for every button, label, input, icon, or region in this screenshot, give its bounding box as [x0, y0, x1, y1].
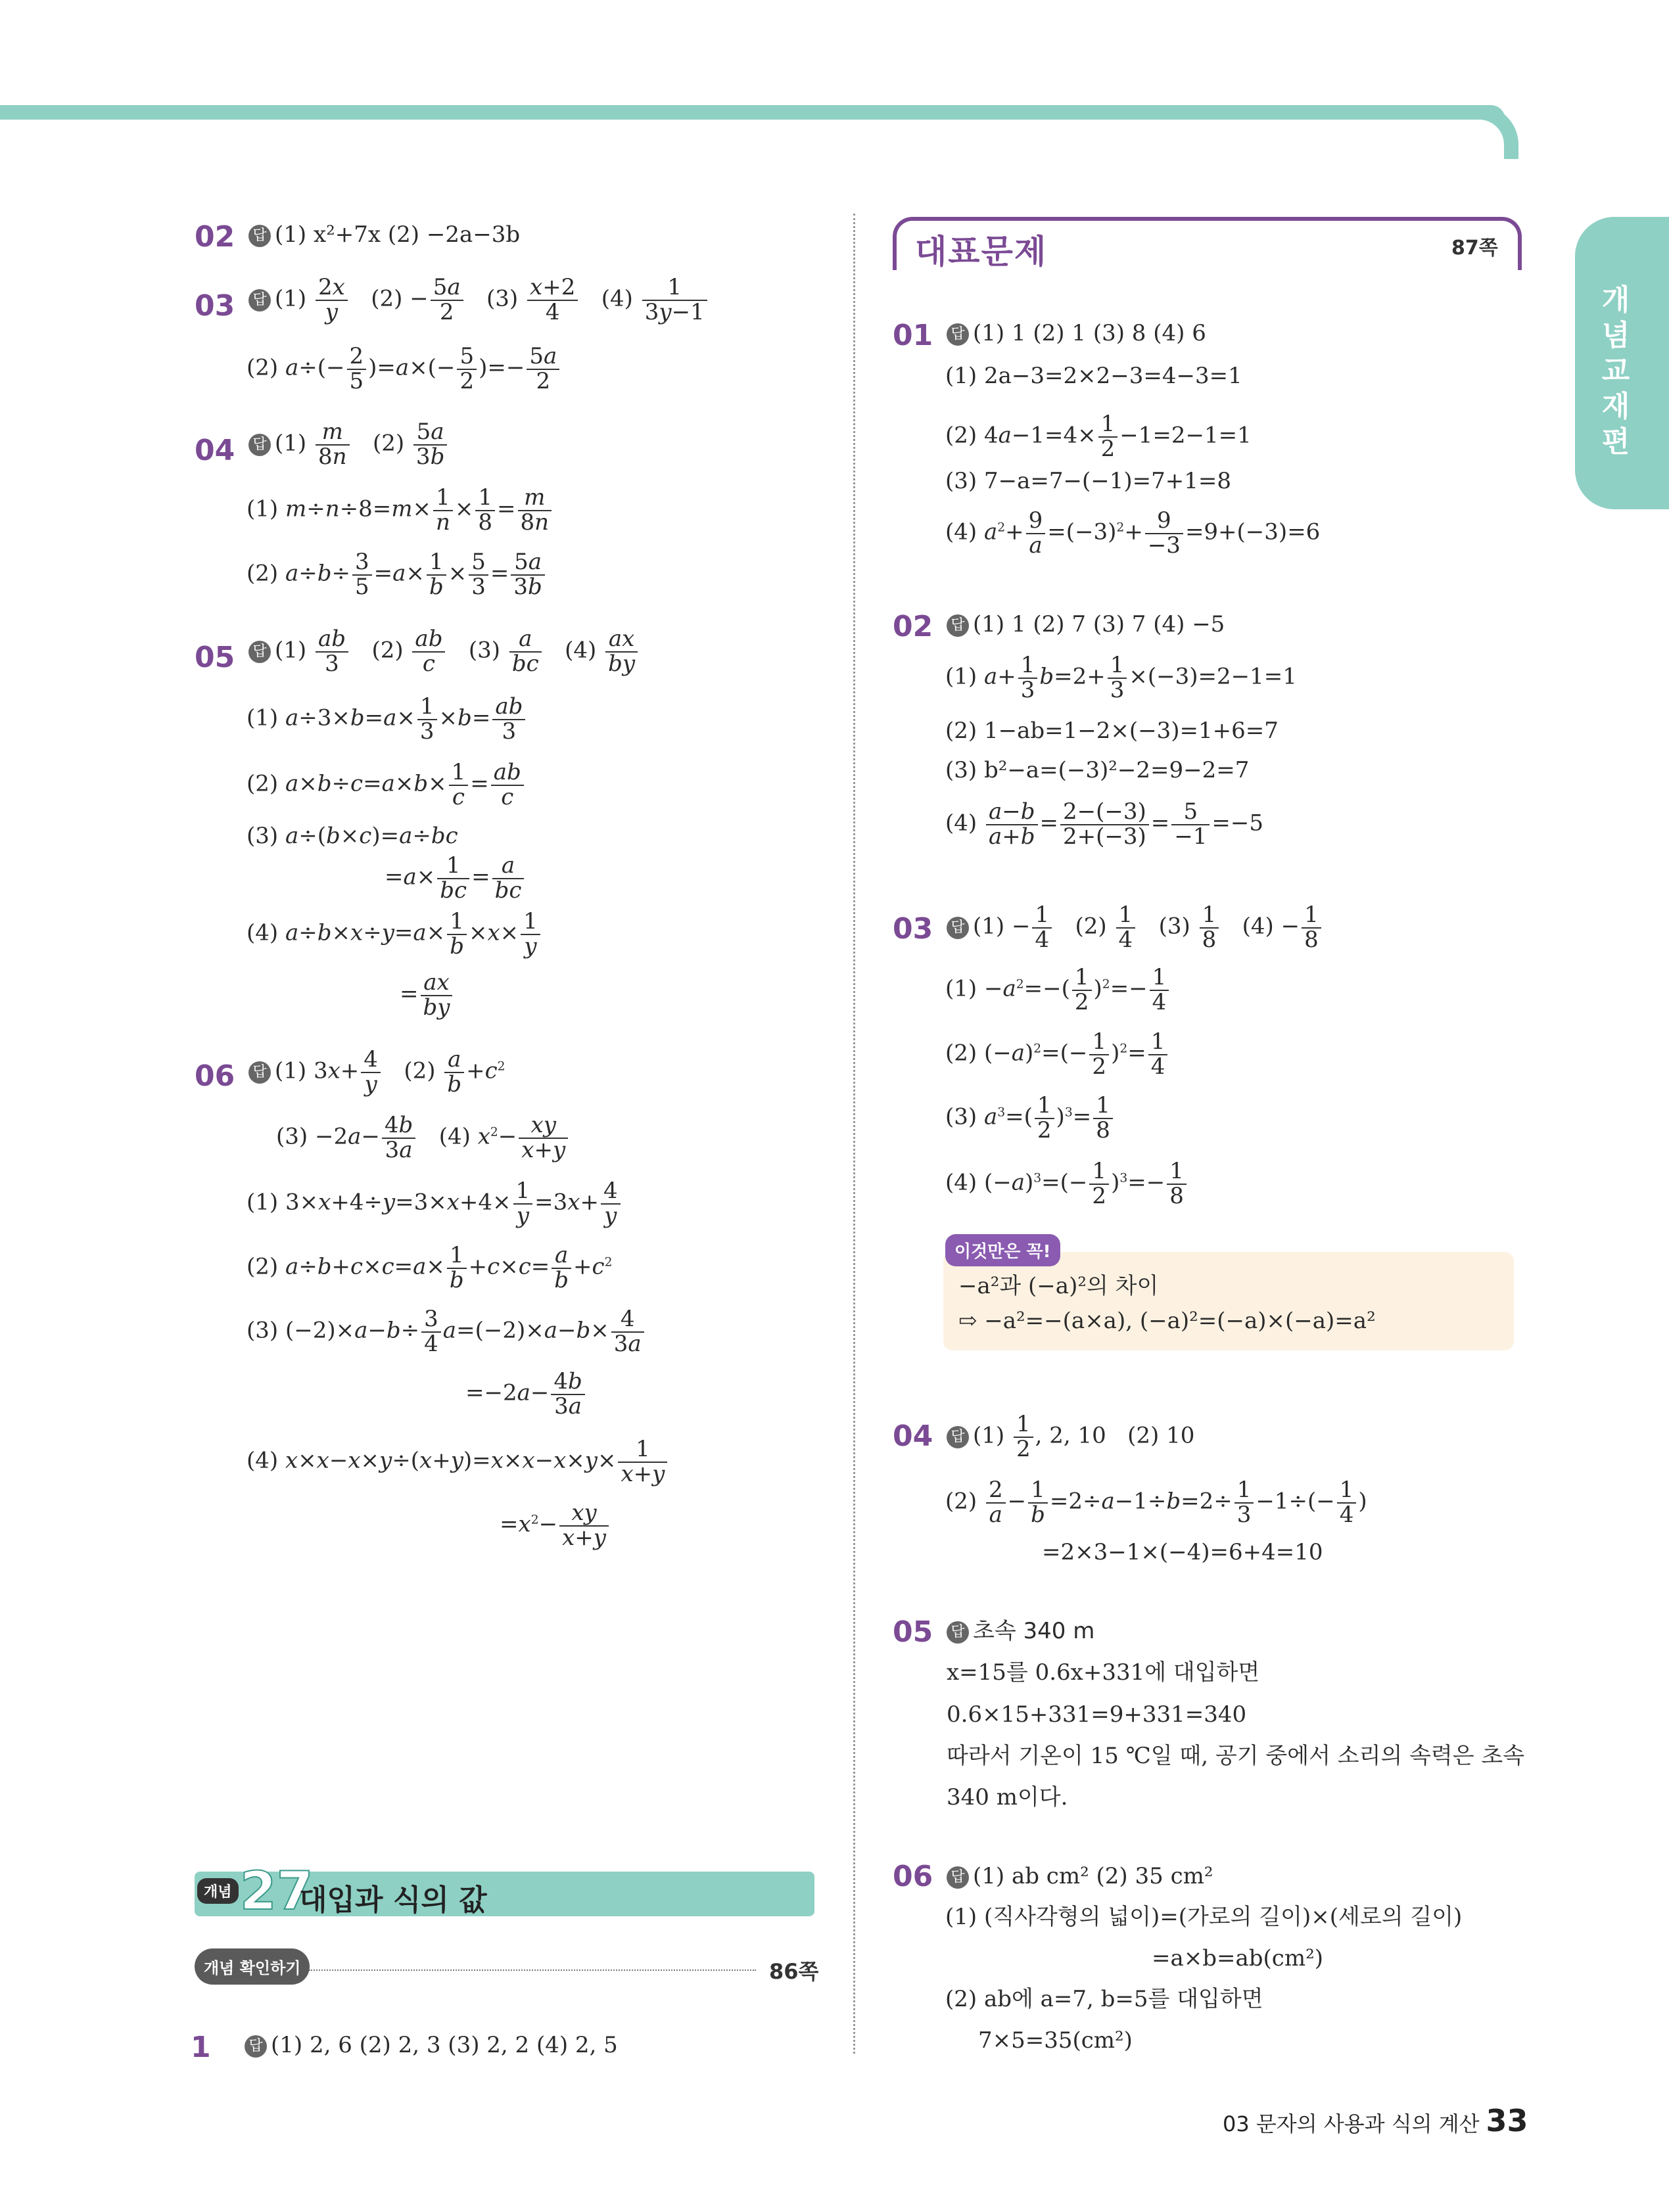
page-number: 33 [1486, 2103, 1528, 2138]
footer-chapter: 03 문자의 사용과 식의 계산 [1223, 2111, 1480, 2136]
q05-work-3a: (3) a÷(b×c)=a÷bc [247, 823, 458, 849]
q05-work-1: (1) a÷3×b=a× $\frac{1}{3}$ ×b= $\frac{ab}{3}$ [247, 695, 527, 743]
r02-line-2: (2) 1−ab=1−2×(−3)=1+6=7 [945, 718, 1279, 744]
q05-answer: 답 (1) $\frac{ab}{3}$ (2) $\frac{ab}{c}$ (3) $\frac{a}{bc}$ (4) $\frac{ax}{by}$ [248, 628, 640, 676]
r01-number: 01 [893, 319, 933, 352]
r05-line-3: 따라서 기온이 15 ℃일 때, 공기 중에서 소리의 속력은 초속 [947, 1743, 1525, 1769]
column-divider [853, 214, 855, 2054]
r06-answer: 답 (1) ab cm² (2) 35 cm² [947, 1865, 1213, 1889]
note-line-2: ⇨ −a²=−(a×a), (−a)²=(−a)×(−a)=a² [958, 1308, 1376, 1334]
q04-answer: 답 (1) $\frac{m}{8n}$ (2) $\frac{5a}{3b}$ [248, 421, 449, 469]
r06-line-2: =a×b=ab(cm²) [1152, 1945, 1323, 1971]
page-footer [1223, 2103, 1528, 2138]
q06-answer-2: (3) −2a− $\frac{4b}{3a}$ (4) $x^2-$ $\frac{xy}{x+y}$ [276, 1114, 570, 1162]
rep-page: 87쪽 [1451, 237, 1498, 260]
r02-line-3: (3) b²−a=(−3)²−2=9−2=7 [945, 757, 1250, 783]
q1-answer: 답 (1) 2, 6 (2) 2, 3 (3) 2, 2 (4) 2, 5 [245, 2034, 618, 2058]
q06-answer-1: 답 (1) 3x+ $\frac{4}{y}$ (2) $\frac{a}{b}$ $+c^2$ [248, 1048, 505, 1096]
q05-work-3b: =a× $\frac{1}{bc}$ = $\frac{a}{bc}$ [385, 854, 526, 902]
r03-line-4: (4) $(-a)^3=(-$ $\frac{1}{2}$ )$^3$=− $\frac{1}{8}$ [945, 1160, 1188, 1208]
concept-title: 대입과 식의 값 [299, 1883, 487, 1917]
q02-number: 02 [195, 220, 235, 254]
q05-number: 05 [195, 641, 235, 674]
r02-line-1: (1) a+ $\frac{1}{3}$ b=2+ $\frac{1}{3}$ ×(−3)=2−1=1 [945, 652, 1297, 703]
q06-work-1: (1) 3×x+4÷y=3×x+4× $\frac{1}{y}$ =3x+ $\frac{4}{y}$ [247, 1180, 623, 1228]
top-banner-bar [0, 105, 1505, 120]
r01-answer: 답 (1) 1 (2) 1 (3) 8 (4) 6 [947, 322, 1206, 346]
q04-number: 04 [195, 434, 235, 467]
concept-number: 27 [240, 1860, 314, 1922]
r01-line-1: (1) 2a−3=2×2−3=4−3=1 [945, 363, 1242, 389]
top-banner-corner [1478, 105, 1518, 159]
r03-line-3: (3) $a^3=$( $\frac{1}{2}$ )$^3$= $\frac{1}{8}$ [945, 1094, 1115, 1142]
leader-dots [309, 1970, 756, 1971]
r06-line-1: (1) (직사각형의 넓이)=(가로의 길이)×(세로의 길이) [945, 1904, 1463, 1930]
r03-line-1: $(1) -a^2=-$( $\frac{1}{2}$ )$^2$=− $\frac{1}{4}$ [945, 966, 1171, 1014]
r06-line-4: 7×5=35(cm²) [978, 2027, 1133, 2054]
r02-line-4: (4) $\frac{a-b}{a+b}$ = $\frac{2-(-3)}{2+(-3)}$ = $\frac{5}{-1}$ =−5 [945, 798, 1264, 850]
r05-line-1: x=15를 0.6x+331에 대입하면 [947, 1659, 1260, 1686]
concept-check-page: 86쪽 [769, 1959, 819, 1984]
q06-number: 06 [195, 1059, 235, 1093]
q03-answer: 답 (1) $\frac{2x}{y}$ (2) − $\frac{5a}{2}$ (3) $\frac{x+2}{4}$ (4) $\frac{1}{3y-1}$ [248, 276, 709, 324]
r03-line-2: (2) $(-a)^2=(-$ $\frac{1}{2}$ )$^2$= $\frac{1}{4}$ [945, 1030, 1169, 1078]
q05-work-2: (2) a×b÷c=a×b× $\frac{1}{c}$ = $\frac{ab}{c}$ [247, 761, 526, 809]
r01-line-3: (3) 7−a=7−(−1)=7+1=8 [945, 468, 1231, 494]
r02-number: 02 [893, 610, 933, 643]
r03-answer: 답 (1) − $\frac{1}{4}$ (2) $\frac{1}{4}$ (3) $\frac{1}{8}$ (4) − $\frac{1}{8}$ [947, 904, 1323, 952]
concept-badge: 개념 [197, 1878, 239, 1904]
note-tag: 이것만은 꼭! [945, 1234, 1060, 1266]
q06-work-4a: (4) x×x−x×y÷(x+y)=x×x−x×y× $\frac{1}{x+y}$ [247, 1438, 669, 1486]
r06-line-3: (2) ab에 a=7, b=5를 대입하면 [945, 1986, 1263, 2012]
r06-number: 06 [893, 1860, 933, 1893]
r05-answer: 답 초속 340 m [947, 1620, 1094, 1644]
r01-line-4: (4) $a^2+$ $\frac{9}{a}$ $=(-3)^2+$ $\frac{9}{-3}$ =9+(−3)=6 [945, 507, 1321, 559]
r05-line-2: 0.6×15+331=9+331=340 [947, 1701, 1247, 1728]
r02-answer: 답 (1) 1 (2) 7 (3) 7 (4) −5 [947, 613, 1225, 637]
note-line-1: −a²과 (−a)²의 차이 [958, 1273, 1159, 1299]
r04-answer: 답 (1) $\frac{1}{2}$ , 2, 10 (2) 10 [947, 1413, 1194, 1461]
answer-icon: 답 [248, 225, 271, 247]
q06-work-3b: =−2a− $\frac{4b}{3a}$ [465, 1370, 587, 1418]
concept-check-badge: 개념 확인하기 [195, 1948, 310, 1985]
q02-answer: 답 (1) x²+7x (2) −2a−3b [248, 223, 520, 247]
q05-work-4b: = $\frac{ax}{by}$ [400, 971, 454, 1019]
q05-work-4a: (4) a÷b×x÷y=a× $\frac{1}{b}$ ×x× $\frac{1}{y}$ [247, 910, 542, 958]
q1-number: 1 [191, 2031, 211, 2064]
r04-line-2: =2×3−1×(−4)=6+4=10 [1042, 1539, 1323, 1565]
q06-work-3a: (3) (−2)×a−b÷ $\frac{3}{4}$ a=(−2)×a−b× $\frac{4}{3a}$ [247, 1308, 646, 1356]
note-box [943, 1252, 1514, 1350]
q04-work-2: (2) a÷b÷ $\frac{3}{5}$ =a× $\frac{1}{b}$ × $\frac{5}{3}$ = $\frac{5a}{3b}$ [247, 551, 547, 599]
rep-title: 대표문제 [915, 233, 1048, 271]
r05-line-4: 340 m이다. [947, 1784, 1068, 1810]
q03-work: (2) a÷(− $\frac{2}{5}$ )=a×(− $\frac{5}{2}$ )=− $\frac{5a}{2}$ [247, 345, 561, 393]
side-tab-label: 개념교재편 [1601, 283, 1630, 459]
q04-work-1: (1) m÷n÷8=m× $\frac{1}{n}$ × $\frac{1}{8}$ = $\frac{m}{8n}$ [247, 486, 553, 534]
r04-number: 04 [893, 1419, 933, 1453]
q06-work-4b: $=x^2-$ $\frac{xy}{x+y}$ [500, 1502, 611, 1550]
r05-number: 05 [893, 1615, 933, 1649]
r03-number: 03 [893, 912, 933, 946]
q03-number: 03 [195, 289, 235, 323]
q06-work-2: (2) a÷b+c×c=a× $\frac{1}{b}$ +c×c= $\frac{a}{b}$ $+c^2$ [247, 1242, 613, 1293]
r04-line-1: (2) $\frac{2}{a}$ − $\frac{1}{b}$ =2÷a−1÷b=2÷ $\frac{1}{3}$ −1÷(− $\frac{1}{4}$ ) [945, 1477, 1367, 1528]
r01-line-2: (2) 4a−1=4× $\frac{1}{2}$ −1=2−1=1 [945, 411, 1252, 462]
